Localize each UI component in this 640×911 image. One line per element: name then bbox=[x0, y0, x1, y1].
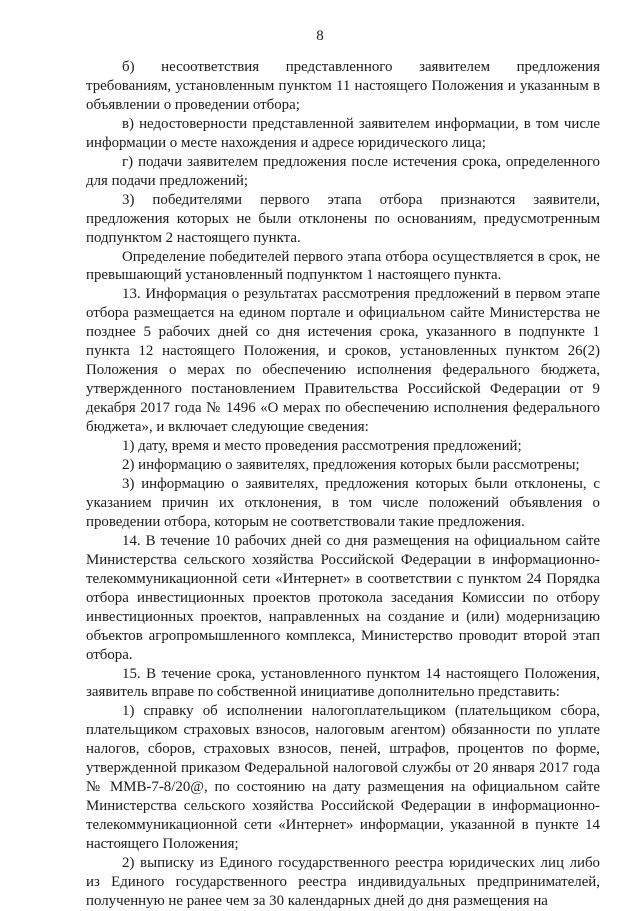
paragraph-14-second-stage: 14. В течение 10 рабочих дней со дня размещения на официальном сайте Министерства сельского хозяйства Российской Федерации в информационно-телекоммуникационной сети «Интернет» в соответствии с пунктом 24 Порядка отбора инвестиционных проектов протокола заседания Комиссии по отбору инвестиционных проектов, направленных на создание и (или) модернизацию объектов агропромышленного комплекса, Министерство проводит второй этап отбора. bbox=[86, 532, 600, 663]
page-number: 8 bbox=[316, 28, 324, 44]
document-body bbox=[86, 58, 600, 911]
paragraph-g-late-submission: г) подачи заявителем предложения после истечения срока, определенного для подачи предложений; bbox=[86, 153, 600, 189]
paragraph-b-nonconformity: б) несоответствия представленного заявителем предложения требованиям, установленным пунктом 11 настоящего Положения и указанным в объявлении о проведении отбора; bbox=[86, 59, 600, 113]
paragraph-winner-determination: Определение победителей первого этапа отбора осуществляется в срок, не превышающий установленный подпунктом 1 настоящего пункта. bbox=[86, 248, 600, 284]
paragraph-15-item-1-tax-certificate: 1) справку об исполнении налогоплательщиком (плательщиком сбора, плательщиком страховых взносов, налоговым агентом) обязанности по уплате налогов, сборов, страховых взносов, пеней, штрафов, процентов по форме, утвержденной приказом Федеральной налоговой службы от 20 января 2017 года № ММВ-7-8/20@, по состоянию на дату размещения на официальном сайте Министерства сельского хозяйства Российской Федерации в информационно-телекоммуникационной сети «Интернет» информации, указанной в пункте 14 настоящего Положения; bbox=[86, 703, 600, 853]
paragraph-13-results-info: 13. Информация о результатах рассмотрения предложений в первом этапе отбора размещается на едином портале и официальном сайте Министерства не позднее 5 рабочих дней со дня истечения срока, указанного в подпункте 1 пункта 12 настоящего Положения, и сроков, установленных пунктом 26(2) Положения о мерах по обеспечению исполнения федерального бюджета, утвержденного постановлением Правительства Российской Федерации от 9 декабря 2017 года № 1496 «О мерах по обеспечению исполнения федерального бюджета», и включает следующие сведения: bbox=[86, 286, 600, 436]
paragraph-13-item-3: 3) информацию о заявителях, предложения которых были отклонены, с указанием причин их отклонения, в том числе положений объявления о проведении отбора, которым не соответствовали такие предложения. bbox=[86, 475, 600, 530]
paragraph-15-item-2-registry-extract: 2) выписку из Единого государственного реестра юридических лиц либо из Единого государственного реестра индивидуальных предпринимателей, полученную не ранее чем за 30 календарных дней до дня размещения на bbox=[86, 855, 600, 909]
paragraph-13-item-2: 2) информацию о заявителях, предложения которых были рассмотрены; bbox=[122, 457, 580, 474]
paragraph-3-winners: 3) победителями первого этапа отбора признаются заявители, предложения которых не были отклонены по основаниям, предусмотренным подпунктом 2 настоящего пункта. bbox=[86, 191, 600, 246]
paragraph-15-additional-docs: 15. В течение срока, установленного пунктом 14 настоящего Положения, заявитель вправе по собственной инициативе дополнительно представить: bbox=[86, 665, 600, 701]
paragraph-13-item-1: 1) дату, время и место проведения рассмотрения предложений; bbox=[122, 438, 522, 455]
paragraph-v-inaccuracy: в) недостоверности представленной заявителем информации, в том числе информации о месте нахождения и адресе юридического лица; bbox=[86, 115, 600, 151]
